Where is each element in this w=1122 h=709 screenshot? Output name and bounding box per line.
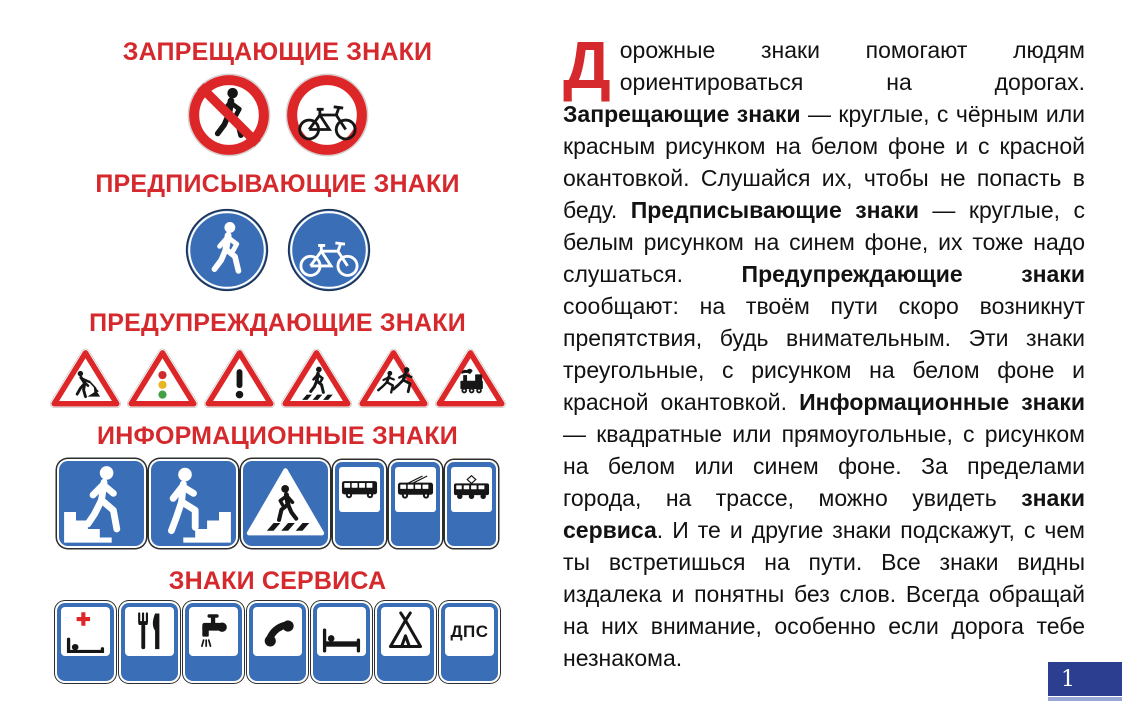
overpass-sign — [151, 461, 236, 546]
section-heading-mandatory: ПРЕДПИСЫВАЮЩИЕ ЗНАКИ — [95, 170, 460, 198]
crosswalk-icon — [243, 461, 328, 546]
dps-label: ДПС — [450, 621, 489, 641]
telephone-sign — [249, 603, 306, 681]
camping-sign — [377, 603, 434, 681]
page-number-box — [1048, 662, 1122, 696]
article-paragraph — [563, 28, 1086, 674]
drinking-water-sign — [185, 603, 242, 681]
water-tap-icon — [192, 610, 235, 653]
phone-handset-icon — [256, 610, 299, 653]
bus-icon — [340, 468, 379, 509]
section-heading-service: ЗНАКИ СЕРВИСА — [168, 567, 387, 595]
section-heading-warning: ПРЕДУПРЕЖДАЮЩИЕ ЗНАКИ — [89, 309, 466, 337]
children-sign-icon — [357, 345, 430, 409]
crosswalk-sign — [243, 461, 328, 546]
pedestrian-crossing-warning-sign-icon — [280, 345, 353, 409]
bus-stop-sign — [335, 462, 384, 546]
hotel-sign — [313, 603, 370, 681]
bicycle-path-sign-icon — [287, 208, 371, 292]
page-number: 1 — [1061, 666, 1075, 692]
first-aid-sign — [57, 603, 114, 681]
no-pedestrians-sign-icon — [187, 73, 271, 157]
signs-column — [25, 0, 530, 681]
traffic-police-sign — [441, 603, 498, 681]
camping-panel — [381, 607, 430, 656]
text-column — [563, 28, 1086, 674]
fork-knife-icon — [128, 610, 171, 653]
overpass-stairs-icon — [151, 461, 236, 546]
prohibiting-signs-row — [187, 73, 369, 157]
warning-signs-row — [49, 345, 507, 409]
no-bicycles-sign-icon — [285, 73, 369, 157]
trolleybus-stop-sign — [391, 462, 440, 546]
informational-signs-row — [59, 461, 496, 546]
food-point-panel — [125, 607, 174, 656]
hotel-panel — [317, 607, 366, 656]
other-danger-sign-icon — [203, 345, 276, 409]
traffic-light-sign-icon — [126, 345, 199, 409]
article-text: орожные знаки помогают людям ориентироваться на дорогах. Запрещающие знаки — круглые, с чёрным или красным рисунком на белом фоне и с красной окантовкой. Слушайся их, чтобы не попасть в беду. Предписывающие знаки — круглые, с белым рисунком на синем фоне, их тоже надо слушаться. Предупреждающие знаки сообщают: на твоём пути скоро возникнут препятствия, будь внимательным. Эти знаки треугольные, с рисунком на белом фоне и красной окантовкой. Информационные знаки — квадратные или прямоугольные, с рисунком на белом или синем фоне. За пределами города, на трассе, можно увидеть знаки сервиса. И те и другие знаки подскажут, с чем ты встретишься на пути. Все знаки видны издалека и понятны без слов. Всегда обращай на них внимание, особенно если дорога тебе незнакома. — [563, 37, 1086, 671]
traffic-police-panel — [445, 607, 494, 656]
hotel-bed-icon — [320, 610, 363, 653]
service-signs-row — [57, 603, 498, 681]
trolleybus-icon — [396, 468, 435, 509]
drop-cap: Д — [563, 28, 611, 103]
railway-crossing-sign-icon — [434, 345, 507, 409]
section-heading-informational: ИНФОРМАЦИОННЫЕ ЗНАКИ — [97, 422, 458, 450]
first-aid-panel — [61, 607, 110, 656]
tent-icon — [384, 610, 427, 653]
section-heading-prohibiting: ЗАПРЕЩАЮЩИЕ ЗНАКИ — [122, 38, 433, 66]
tram-stop-sign — [447, 462, 496, 546]
tram-icon — [452, 468, 491, 509]
first-aid-bed-cross-icon — [64, 610, 107, 653]
telephone-panel — [253, 607, 302, 656]
trolleybus-stop-panel — [395, 467, 436, 512]
mandatory-signs-row — [185, 208, 371, 292]
underpass-sign — [59, 461, 144, 546]
underpass-stairs-icon — [59, 461, 144, 546]
road-works-sign-icon — [49, 345, 122, 409]
footer-accent-line — [1048, 697, 1122, 701]
food-point-sign — [121, 603, 178, 681]
tram-stop-panel — [451, 467, 492, 512]
drinking-water-panel — [189, 607, 238, 656]
bus-stop-panel — [339, 467, 380, 512]
pedestrian-path-sign-icon — [185, 208, 269, 292]
